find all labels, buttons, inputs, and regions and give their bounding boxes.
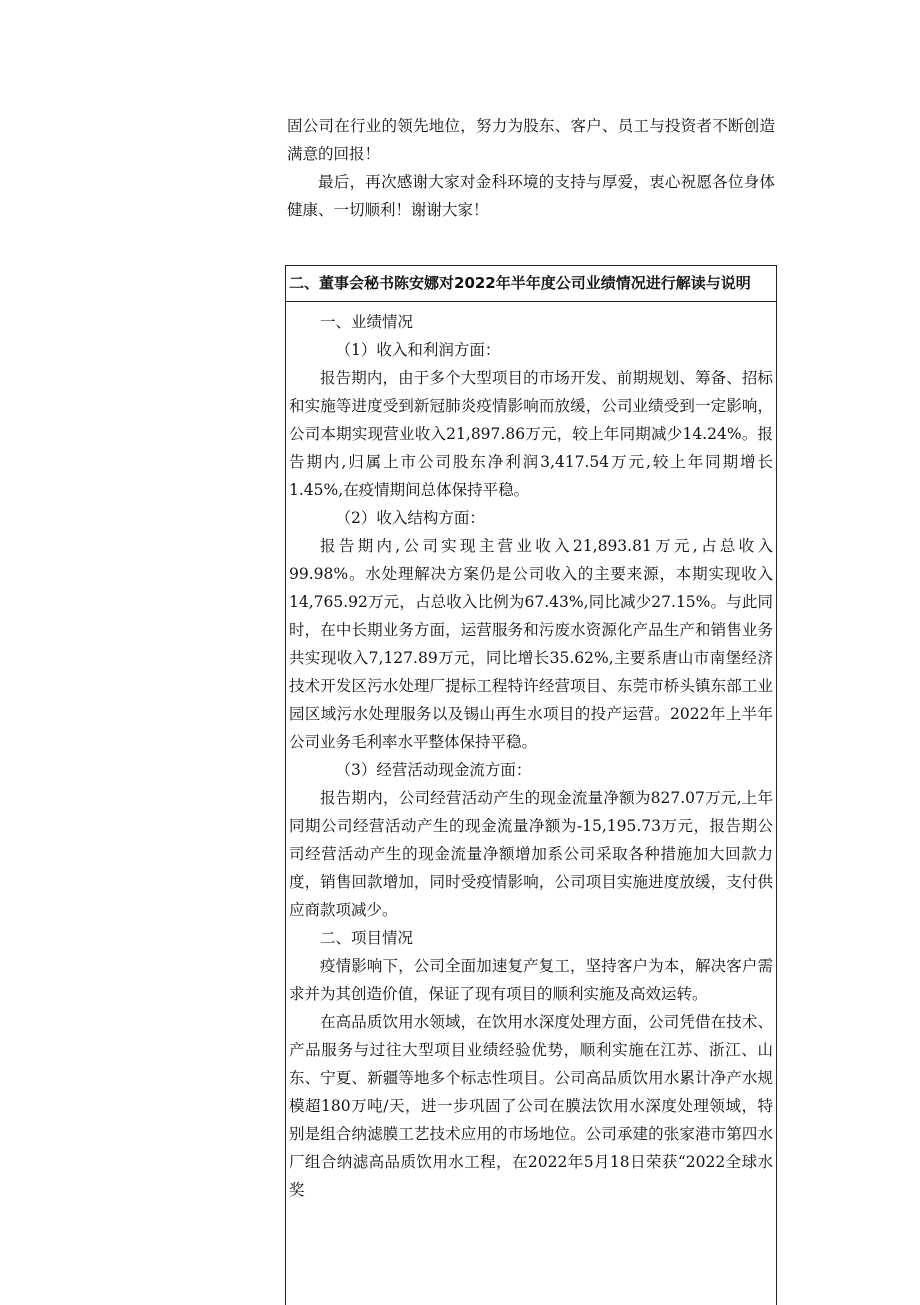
paragraph-projects-1: 疫情影响下，公司全面加速复产复工，坚持客户为本，解决客户需求并为其创造价值，保证了现有项目的顺利实施及高效运转。	[289, 957, 773, 1003]
paragraph-cash-flow: 报告期内，公司经营活动产生的现金流量净额为827.07万元,上年同期公司经营活动产生的现金流量净额为-15,195.73万元，报告期公司经营活动产生的现金流量净额增加系公司采取各种措施加大回款力度，销售回款增加，同时受疫情影响，公司项目实施进度放缓，支付供应商款项减少。	[289, 789, 773, 919]
section-title: 二、董事会秘书陈安娜对2022年半年度公司业绩情况进行解读与说明	[286, 266, 776, 302]
paragraph-projects-2: 在高品质饮用水领域，在饮用水深度处理方面，公司凭借在技术、产品服务与过往大型项目业绩经验优势，顺利实施在江苏、浙江、山东、宁夏、新疆等地多个标志性项目。公司高品质饮用水累计净产水规模超180万吨/天，进一步巩固了公司在膜法饮用水深度处理领域，特别是组合纳滤膜工艺技术应用的市场地位。公司承建的张家港市第四水厂组合纳滤高品质饮用水工程，在2022年5月18日荣获“2022全球水奖	[289, 1013, 773, 1199]
section-table	[285, 265, 777, 1305]
paragraph-revenue-structure: 报告期内,公司实现主营业收入21,893.81万元,占总收入99.98%。水处理解决方案仍是公司收入的主要来源，本期实现收入14,765.92万元，占总收入比例为67.43%,同比减少27.15%。与此同时，在中长期业务方面，运营服务和污废水资源化产品生产和销售业务共实现收入7,127.89万元，同比增长35.62%,主要系唐山市南堡经济技术开发区污水处理厂提标工程特许经营项目、东莞市桥头镇东部工业园区域污水处理服务以及锡山再生水项目的投产运营。2022年上半年公司业务毛利率水平整体保持平稳。	[289, 537, 773, 751]
heading-projects: 二、项目情况	[320, 929, 414, 947]
paragraph-revenue-profit: 报告期内，由于多个大型项目的市场开发、前期规划、筹备、招标和实施等进度受到新冠肺炎疫情影响而放缓，公司业绩受到一定影响，公司本期实现营业收入21,897.86万元，较上年同期减少14.24%。报告期内,归属上市公司股东净利润3,417.54万元,较上年同期增长1.45%,在疫情期间总体保持平稳。	[289, 369, 773, 499]
subheading-cash-flow: （3）经营活动现金流方面：	[335, 761, 532, 779]
intro-paragraph-2: 最后，再次感谢大家对金科环境的支持与厚爱，衷心祝愿各位身体健康、一切顺利！谢谢大家！	[287, 173, 775, 219]
intro-text	[287, 112, 775, 224]
intro-paragraph-1: 固公司在行业的领先地位，努力为股东、客户、员工与投资者不断创造满意的回报！	[287, 117, 775, 163]
heading-performance: 一、业绩情况	[320, 313, 414, 331]
section-body	[286, 302, 776, 1204]
subheading-revenue-structure: （2）收入结构方面：	[335, 509, 485, 527]
subheading-revenue-profit: （1）收入和利润方面：	[335, 341, 501, 359]
